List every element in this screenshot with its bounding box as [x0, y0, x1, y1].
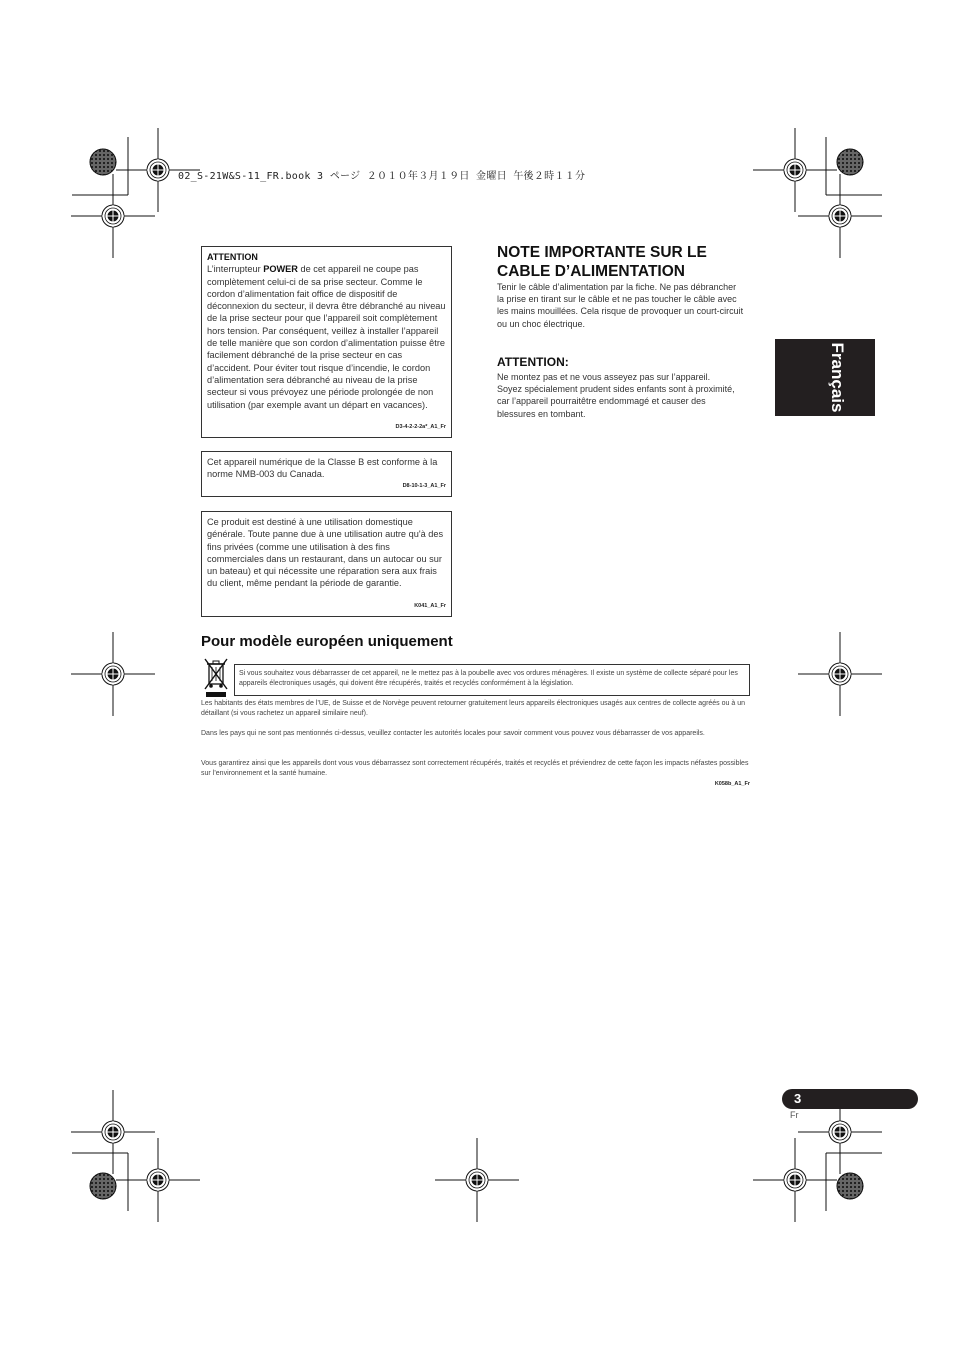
domestic-use-box	[201, 511, 452, 617]
europe-title: Pour modèle européen uniquement	[201, 633, 453, 650]
domestic-box-code: K041_A1_Fr	[414, 602, 446, 609]
europe-para-3: Vous garantirez ainsi que les appareils dont vous vous débarrassez sont correctement récupérés, traités et recyclés et préviendrez de cette façon les impacts néfastes possibles sur l’environnement et la santé humaine.	[201, 760, 749, 777]
attention-box-title: ATTENTION	[207, 252, 258, 262]
page-lang-code: Fr	[790, 1110, 799, 1120]
page-number: 3	[794, 1091, 802, 1106]
language-tab-label	[812, 342, 847, 413]
attention-heading: ATTENTION:	[497, 355, 569, 369]
svg-text:Français: Français	[828, 342, 847, 413]
canada-box-code: D8-10-1-3_A1_Fr	[402, 482, 446, 489]
language-tab	[775, 339, 875, 416]
attention-box	[201, 246, 452, 438]
attention-text: Ne montez pas et ne vous asseyez pas sur l’appareil. Soyez spécialement prudent sides enfants sont à proximité, car l’appareil pourraitêtre endommagé et causer des blessures en tombant.	[497, 372, 735, 419]
weee-box	[234, 664, 750, 696]
power-word: POWER	[263, 264, 298, 275]
note-text: Tenir le câble d’alimentation par la fiche. Ne pas débrancher la prise en tirant sur le câble et ne pas toucher le câble avec les mains mouillées. Cela risque de provoquer un court-circuit ou un choc électrique.	[497, 282, 744, 329]
domestic-box-text: Ce produit est destiné à une utilisation domestique générale. Toute panne due à une utilisation autre qu'à des fins privées (comme une utilisation à des fins commerciales dans un restaurant, dans un autocar ou sur un bateau) et qui nécessite une réparation sera aux frais du client, même pendant la période de garantie.	[207, 517, 444, 589]
europe-para-1: Les habitants des états membres de l’UE, de Suisse et de Norvège peuvent retourner gratuitement leurs appareils électroniques usagés aux centres de collecte agréés ou à un détaillant (si vous rachetez un appareil similaire neuf).	[201, 700, 745, 717]
weee-bin-icon	[202, 658, 230, 698]
canada-box-text: Cet appareil numérique de la Classe B est conforme à la norme NMB-003 du Canada.	[207, 457, 438, 480]
europe-para-2: Dans les pays qui ne sont pas mentionnés ci-dessus, veuillez contacter les autorités locales pour savoir comment vous pouvez vous débarrasser de vos appareils.	[201, 730, 705, 737]
attention-box-text: L’interrupteur POWER de cet appareil ne coupe pas complètement celui-ci de sa prise secteur. Comme le cordon d’alimentation fait office de dispositif de déconnexion du secteur, il devra être débranché au niveau de la prise secteur pour que l’appareil soit complètement hors tension. Par conséquent, veillez à installer l’appareil de telle manière que son cordon d’alimentation puisse être facilement débranché de la prise secteur en cas d’accident. Pour éviter tout risque d’incendie, le cordon d’alimentation sera débranché au niveau de la prise secteur si vous prévoyez une période prolongée de non utilisation (par exemple avant un départ en vacances).	[207, 264, 446, 410]
europe-code: K058b_A1_Fr	[714, 781, 750, 787]
weee-box-text: Si vous souhaitez vous débarrasser de cet appareil, ne le mettez pas à la poubelle avec vos ordures ménagères. Il existe un système de collecte séparé pour les appareils électroniques usagés, qui doivent être récupérés, traités et recyclés conformément à la législation.	[239, 670, 738, 687]
attention-box-code: D3-4-2-2-2a*_A1_Fr	[395, 423, 446, 430]
page-number-tab	[782, 1089, 918, 1109]
canada-box	[201, 451, 452, 497]
note-title: NOTE IMPORTANTE SUR LE CABLE D’ALIMENTATION	[497, 244, 707, 280]
book-header-line: 02_S-21W&S-11_FR.book 3 ページ ２０１０年３月１９日 金曜日 午後２時１１分	[178, 171, 586, 182]
